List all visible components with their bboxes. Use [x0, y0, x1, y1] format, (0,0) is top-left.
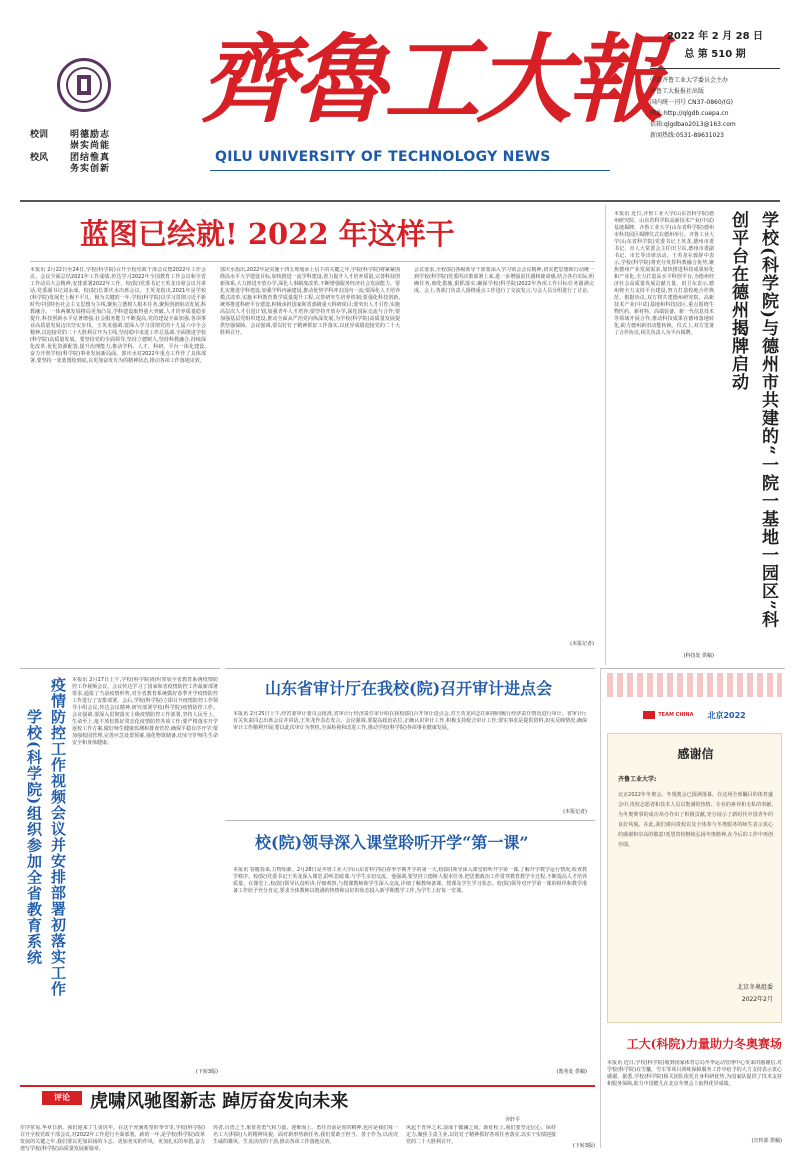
newspaper-english-title: QILU UNIVERSITY OF TECHNOLOGY NEWS	[215, 149, 551, 165]
hotline: 新闻热线:0531-89631023	[650, 132, 724, 139]
comment-body: 虎者,百兽之王,象征着勇气和力量。迎难而上、勇往直前是虎的精神,也应是我们每一名工大(科院)人的精神风貌。面对新形势新任务,我们要敢于担当、善于作为,以虎虎生威的雄风、生龙活虎的干劲,推动各项工作落地见效。	[213, 1125, 398, 1145]
lead-body: 本报讯 2月22日至24日,学校(科学院)召开全校党政干部会议暨2022年工作会议。会议全面总结2021年工作成绩,传达学习2022年全国教育工作会议和全省工作动员大会精神,安排部署2022年工作。校(院)党委书记王英龙出席会议并讲话,党委副书记刘永成、校(院)长郭庆水出席会议。王英龙指出,2021年是学校(科学院)发展史上极不平凡、极为关键的一年,学校(科学院)以学习贯彻习近平新时代中国特色社会主义思想为主线,聚焦立德树人根本任务,聚焦创新驱动发展,科教融合、一体两翼发展格局更加凸显,学科建设取得重大突破,人才培养质量稳步提升,科技创新水平显著增强,社会服务能力不断提高,党的建设全面加强,各项事业高质量发展迈出坚实步伐。王英龙强调,要深入学习贯彻党的十九届六中全会精神,以迎接党的二十大胜利召开为主线,坚持稳中求进工作总基调,全面推进学校(科学院)高质量发展。要坚持党的全面领导,坚持立德树人,坚持科教融合,持续深化改革,优化资源配置,提升治理能力,推动学科、人才、科研、平台一体化建设,奋力开创学校(科学院)事业发展新局面。郭庆水对2022年重点工作作了具体部署,要坚持一张蓝图绘到底,以更加奋发有为的精神状态,推动各项工作落地见效。	[30, 267, 206, 364]
comment-credit: (下转3版)	[572, 1143, 595, 1149]
issue-date: 2022 年 2 月 28 日	[666, 31, 764, 42]
lead-headline: 蓝图已绘就! 2022 年这样干	[80, 217, 455, 251]
team-china-logo: TEAM CHINA	[643, 711, 693, 719]
school-logo	[57, 58, 111, 112]
audit-body: 本报讯 2月25日上午,经省委审计委员会批准,省审计厅经济责任审计组在我校(院)召开审计进点会,对王英龙同志任职期间履行经济责任情况进行审计。省审计厅有关负责同志出席会议并讲话,王英龙作表态发言。会议强调,要提高政治站位,正确认识审计工作,积极支持配合审计工作;要实事求是提供资料,如实反映情况,确保审计工作顺利开展;要以此次审计为契机,全面检视和改进工作,推动学校(科学院)各项事业健康发展。	[233, 711, 587, 731]
publisher: 中共齐鲁工业大学委员会主办	[650, 77, 729, 84]
motto-text: 团结惟真	[70, 153, 111, 163]
right-top-headline: 学校(科学院)与德州市共建的“一院一基地一园区”科创平台在德州揭牌启动	[728, 211, 778, 629]
issue-number: 总 第 510 期	[684, 49, 746, 60]
thanks-date: 2022年2月	[741, 996, 773, 1003]
thanks-body: 北京2022年冬奥会、冬残奥会已圆满落幕。在这场全球瞩目的体育盛会中,贵校志愿者和技术人员以饱满的热情、专业的素养和无私的奉献,为冬奥赛事的成功举办作出了积极贡献,充分展示了新时代中国青年的良好风貌。在此,我们谨向贵校以及全体参与冬奥服务的师生表示衷心的感谢和崇高的敬意!希望贵校继续弘扬冬奥精神,在今后的工作中再创佳绩。	[618, 792, 773, 848]
newspaper-title: 齊魯工大報	[200, 23, 660, 136]
thanks-letter	[607, 733, 782, 1023]
comment-headline: 虎啸风驰图新志 踔厉奋发向未来	[90, 1091, 349, 1112]
audit-credit: (本报记者)	[563, 809, 587, 815]
teaching-headline: 校(院)领导深入课堂聆听开学“第一课”	[255, 833, 529, 852]
winter-body: 本报讯 近日,学校(科学院)收到国家体育总局冬季运动管理中心发来的感谢信,对学校(科学院)在雪橇、雪车等项目训练保障服务工作中给予的大力支持表示衷心感谢。据悉,学校(科学院)相关团队依托自身科研优势,为国家队提供了技术支持和服务保障,助力中国健儿在北京冬奥会上取得优异成绩。	[607, 1060, 782, 1087]
motto-text: 务实创新	[70, 164, 111, 174]
motto-text: 明德励志	[70, 130, 111, 140]
motto-label: 校训	[30, 130, 49, 140]
comment-author: 齐轩平	[504, 1117, 520, 1123]
comment-tag: 评论	[42, 1091, 82, 1105]
epidemic-headline-sub: 学校(科学院)组织参加全省教育系统	[25, 709, 43, 966]
lead-article	[20, 205, 600, 665]
audit-article	[225, 668, 595, 818]
epidemic-body: 本报讯 2月17日上午,学校(科学院)组织参加全省教育系统疫情防控工作视频会议。会议传达学习了国家和省疫情防控工作最新部署要求,通报了当前疫情形势,对全省教育系统做好春季开学疫情防控工作进行了安排部署。会后,学校(科学院)立即召开疫情防控工作领导小组会议,传达会议精神,研究部署学校(科学院)疫情防控工作。会议强调,要深入贯彻落实上级疫情防控工作部署,坚持人民至上、生命至上,毫不放松抓好常态化疫情防控各项工作;要严格落实开学返校工作方案,做好师生健康监测和排查管控,确保平稳有序开学;要加强校园管理,完善应急处置预案,强化物资储备,切实守护师生生命安全和身体健康。	[72, 677, 218, 746]
olympic-logos	[607, 701, 782, 729]
flag-icon	[643, 711, 655, 719]
thanks-signature: 北京冬奥组委	[736, 984, 773, 991]
teaching-body: 本报讯 春暖春来,万物始新。2月28日是齐鲁工业大学(山东省科学院)春季学期开学的第一天,校(院)领导深入课堂聆听开学第一课,了解开学教学运行情况,检查教学秩序。校(院)党委书记王英龙深入课堂,聆听思政课,与学生亲切交流。他强调,要坚持立德树人根本任务,把思想政治工作贯穿教育教学全过程,不断提高人才培养质量。在课堂上,校(院)领导认真听讲,仔细观察,与授课教师和学生深入交流,详细了解教师备课、授课及学生学习状态。校(院)领导对开学第一课的组织和教学准备工作给予充分肯定,要求全体教师以饱满的热情和良好的状态投入新学期教学工作,为学生上好每一堂课。	[233, 867, 587, 894]
right-top-body: 本报讯 近日,齐鲁工业大学(山东省科学院)德州研究院、山东省科学院高新技术产业(中试)基地揭牌、齐鲁工业大学(山东省科学院)德州市科技园区揭牌仪式在德州举行。齐鲁工业大学(山东省科学院)党委书记王英龙,德州市委书记、市人大常委会主任田卫东,德州市委副书记、市长等出席活动。王英龙在致辞中表示,学校(科学院)将充分发挥科教融合优势,聚焦德州产业发展需求,加快推进科技成果转化和产业化,全力打造高水平科创平台,为德州经济社会高质量发展贡献力量。田卫东表示,德州将全力支持平台建设,努力打造校地合作典范。根据协议,双方将共建德州研究院、高新技术产业(中试)基地和科技园区,重点围绕生物医药、新材料、高端装备、新一代信息技术等领域开展合作,推动科技成果在德州落地转化,助力德州新旧动能转换。仪式上,双方签署了合作协议,相关负责人为平台揭牌。	[614, 211, 714, 336]
epidemic-credit: (下转3版)	[195, 1069, 218, 1075]
right-top-article	[605, 205, 785, 665]
email[interactable]: 信箱:qlgdbao2013@163.com	[650, 121, 736, 128]
epidemic-headline: 疫情防控工作视频会议并安排部署初落实工作	[49, 677, 67, 997]
motto-label: 校风	[30, 153, 49, 163]
thanks-headline: 感谢信	[677, 747, 714, 761]
winter-article	[600, 1028, 785, 1148]
motto-text: 崇实尚能	[70, 141, 111, 151]
winter-headline: 工大(科院)力量助力冬奥赛场	[626, 1037, 782, 1051]
teaching-article	[225, 820, 595, 1082]
beijing-2022-logo: 北京2022	[707, 710, 746, 720]
masthead	[0, 0, 800, 205]
website[interactable]: 网址:http://qlgdb.cuepa.cn	[650, 110, 729, 117]
thanks-salutation: 齐鲁工业大学:	[618, 776, 657, 783]
comment-body: 岁序常易,华章日新。我们迎来了壬寅虎年。在这个充满希望的季节里,学校(科学院)召开全校党政干部会议,对2022年工作进行全面部署。新的一年,是学校(科学院)改革发展的关键之年,我们要以更加昂扬的斗志、更加务实的作风、更加扎实的举措,奋力谱写学校(科学院)高质量发展新篇章。	[20, 1125, 205, 1151]
winter-credit: (宣传部 供稿)	[751, 1138, 782, 1144]
epidemic-article	[20, 668, 220, 1083]
lead-credit: (本报记者)	[570, 641, 594, 647]
right-top-credit: (科技处 供稿)	[683, 653, 714, 659]
publisher: 齐鲁工大报报社出版	[650, 88, 705, 95]
audit-headline: 山东省审计厅在我校(院)召开审计进点会	[265, 679, 553, 698]
winter-banner	[607, 673, 782, 697]
thanks-section	[600, 668, 785, 1028]
comment-body: 风起于青萍之末,浪成于微澜之间。新征程上,我们要坚定信心、保持定力,聚焦主责主业,以钉钉子精神抓好各项任务落实,以实干实绩迎接党的二十大胜利召开。	[406, 1125, 556, 1145]
logo-emblem-icon	[64, 65, 104, 105]
lead-body: 郭庆水指出,2022年是实施十四五规划承上启下的关键之年,学校(科学院)将紧紧围绕高水平大学建设目标,加快推进一流学科建设,着力提升人才培养质量,完善科技创新体系,大力推进开放办学,深化人事制度改革,不断增强服务经济社会发展能力。要扎实推进学科建设,加强学科内涵建设,推动优势学科冲击国内一流;要深化人才培养模式改革,实施本科教育教学质量提升工程,完善研究生培养机制;要强化科技创新,统筹推进科研平台建设,积极承担国家和省部级重大科研项目;要突出人才引育,实施高层次人才引进计划,加强青年人才培养;要坚持开放办学,深化国际交流与合作;要加强基层党组织建设,推动全面从严治党向纵深发展,为学校(科学院)高质量发展提供坚强保障。会议强调,要以钉钉子精神抓好工作落实,以优异成绩迎接党的二十大胜利召开。	[220, 267, 400, 336]
teaching-credit: (教务处 供稿)	[556, 1069, 587, 1075]
comment-section	[20, 1085, 595, 1151]
cn-number: 国内统一刊号 CN37-0860/(G)	[650, 99, 734, 106]
lead-body: 会议要求,全校(院)各级领导干部要深入学习领会会议精神,切实把思想和行动统一到学校(科学院)党委的决策部署上来,进一步增强责任感和使命感,结合各自实际,明确任务,细化措施,狠抓落实,确保学校(科学院)2022年各项工作目标任务圆满完成。会上,各部门负责人围绕重点工作进行了交流发言,与会人员分组进行了讨论。	[414, 267, 594, 294]
